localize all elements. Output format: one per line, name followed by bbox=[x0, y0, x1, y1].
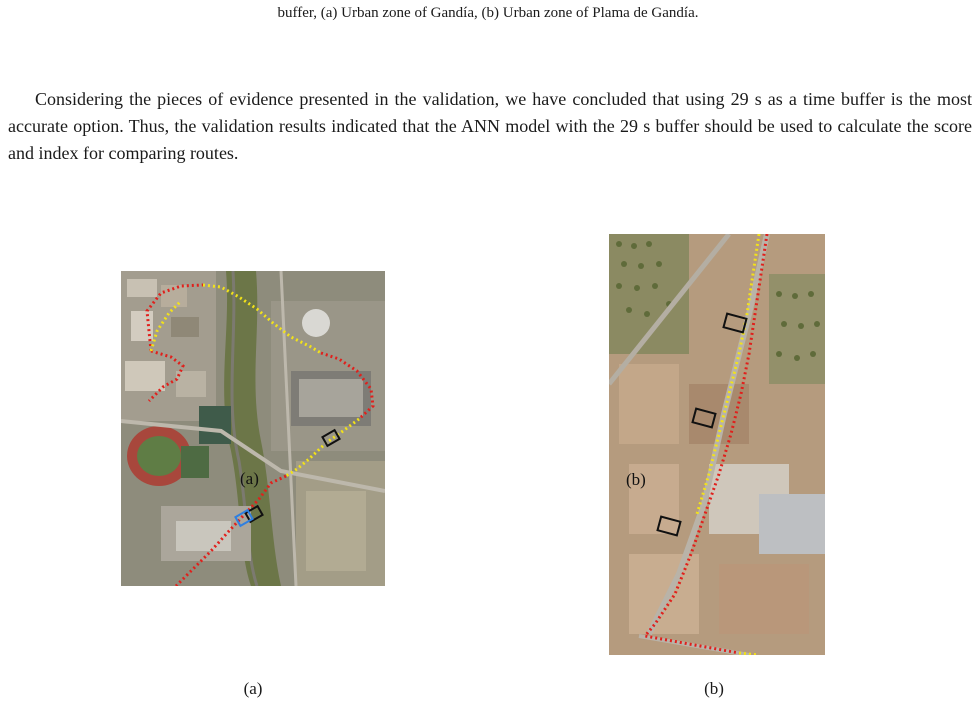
aerial-map-a bbox=[121, 271, 385, 586]
subfigure-label-b: (b) bbox=[704, 679, 724, 698]
map-b-panel-label: (b) bbox=[626, 470, 646, 489]
figure-caption: buffer, (a) Urban zone of Gandía, (b) Urban zone of Plama de Gandía. bbox=[277, 5, 699, 21]
aerial-map-b bbox=[609, 234, 825, 655]
aerial-map-a-image bbox=[121, 271, 385, 586]
aerial-map-b-image bbox=[609, 234, 825, 655]
body-paragraph: Considering the pieces of evidence presented in the validation, we have concluded that using 29 s as a time buffer is the most accurate option. Thus, the validation results indicated that the ANN model with the 29 s buffer should be used to calculate the score and index for comparing routes. bbox=[8, 89, 972, 163]
map-a-panel-label: (a) bbox=[240, 469, 259, 488]
subfigure-label-a: (a) bbox=[243, 679, 263, 698]
